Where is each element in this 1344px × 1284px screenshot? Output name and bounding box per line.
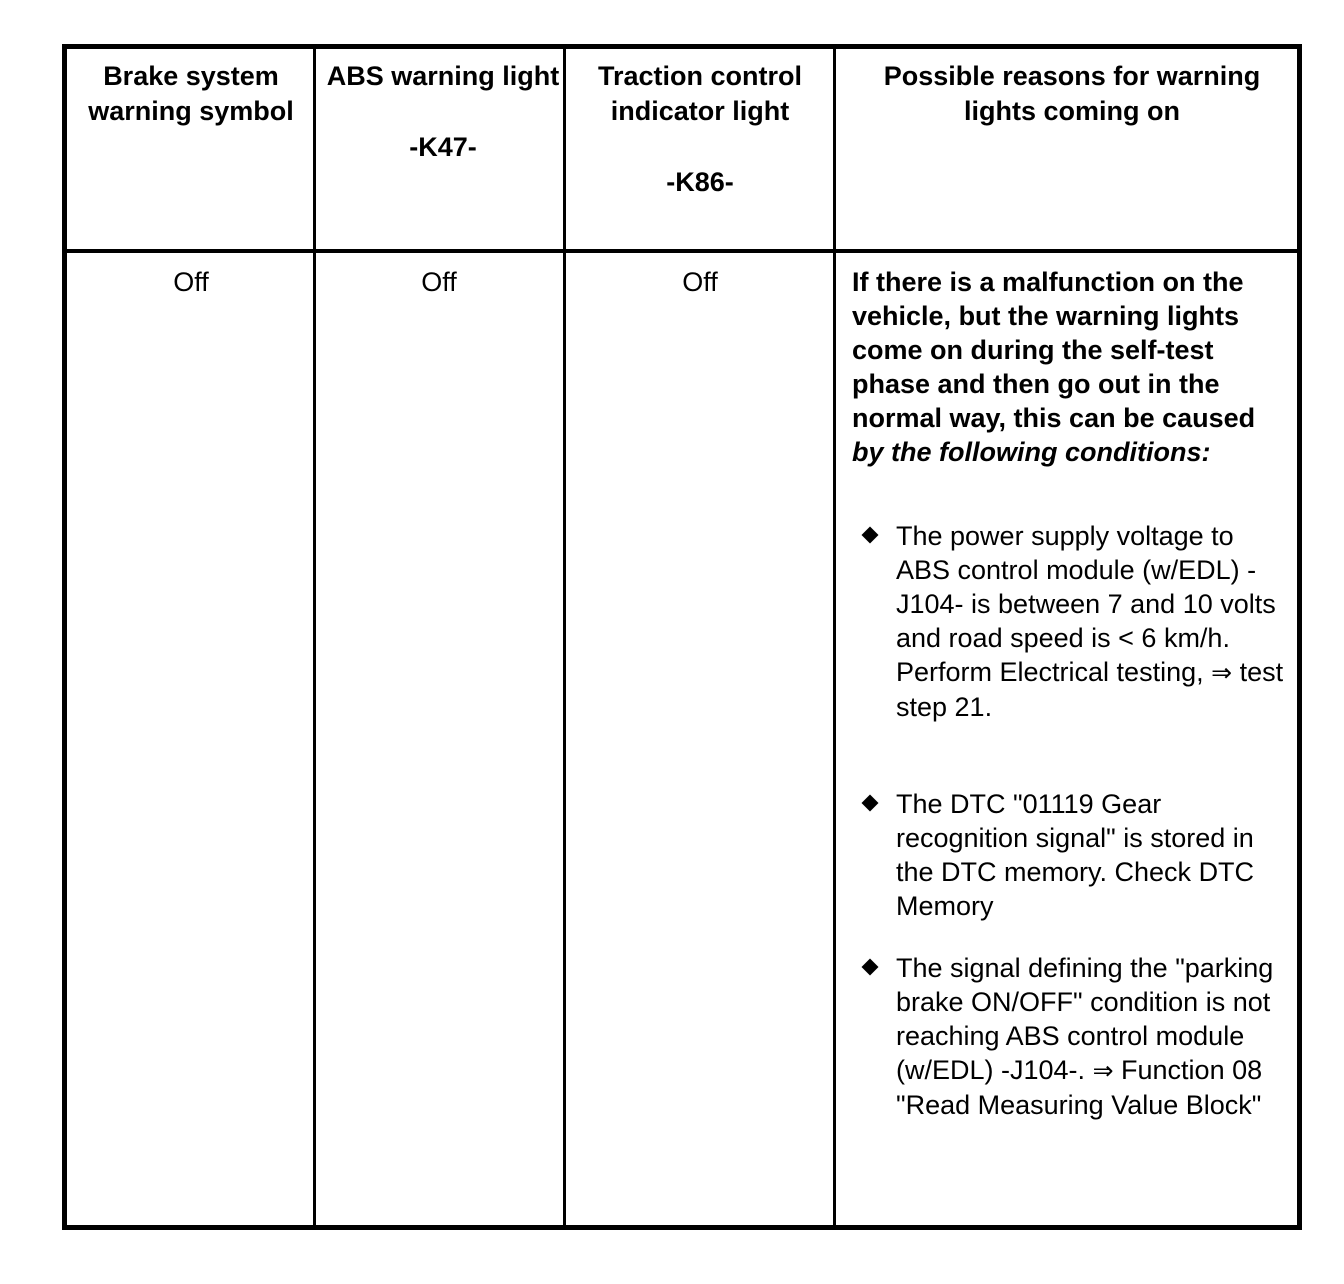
reason-item-text (896, 519, 1288, 724)
column-divider-3 (833, 49, 836, 1225)
header-brake-system-symbol (71, 59, 311, 129)
reason-text: The power supply voltage to ABS control module (w/EDL) -J104- is between 7 and 10 volts and road speed is < 6 km/h. Perform Electrical testing, (896, 521, 1276, 687)
diamond-bullet-icon (862, 795, 879, 812)
cell-brake-system-value: Off (173, 267, 209, 297)
header-abs-code: -K47- (409, 132, 477, 162)
diamond-bullet-icon (862, 959, 879, 976)
column-divider-2 (563, 49, 566, 1225)
reason-item-text (896, 787, 1288, 923)
cell-traction-value: Off (682, 267, 718, 297)
header-possible-reasons (867, 59, 1277, 129)
reason-item-text (896, 951, 1288, 1122)
header-traction-label: Traction control indicator light (597, 61, 803, 126)
reason-item (864, 787, 1288, 923)
warning-lights-table (62, 44, 1302, 1230)
reason-item (864, 519, 1288, 724)
reason-text: The DTC "01119 Gear recognition signal" is stored in the DTC memory. Check DTC Memory (896, 789, 1255, 921)
header-traction-code: -K86- (666, 167, 734, 197)
reason-link-text[interactable]: test step 21. (896, 657, 1284, 722)
cell-abs-value: Off (421, 267, 457, 297)
right-arrow-icon: ⇒ (1092, 1056, 1114, 1085)
reason-text: The signal defining the "parking brake ON/OFF" condition is not reaching ABS control module (w/EDL) -J104-. (896, 953, 1274, 1085)
reason-item (864, 951, 1288, 1122)
reasons-intro (852, 265, 1292, 469)
header-divider (67, 249, 1297, 253)
header-traction-control-light (573, 59, 827, 200)
header-abs-warning-light (325, 59, 561, 165)
header-brake-system-label: Brake system warning symbol (88, 61, 294, 126)
reason-link-text[interactable]: Function 08 "Read Measuring Value Block" (896, 1055, 1263, 1120)
reasons-intro-italic: by the following conditions: (852, 437, 1211, 467)
right-arrow-icon: ⇒ (1211, 658, 1233, 687)
column-divider-1 (313, 49, 316, 1225)
reasons-intro-text: If there is a malfunction on the vehicle, but the warning lights come on during the self-test phase and then go out in the normal way, this can be caused (852, 267, 1256, 433)
header-abs-label: ABS warning light (326, 61, 560, 91)
header-reasons-label: Possible reasons for warning lights coming on (883, 61, 1261, 126)
diamond-bullet-icon (862, 527, 879, 544)
